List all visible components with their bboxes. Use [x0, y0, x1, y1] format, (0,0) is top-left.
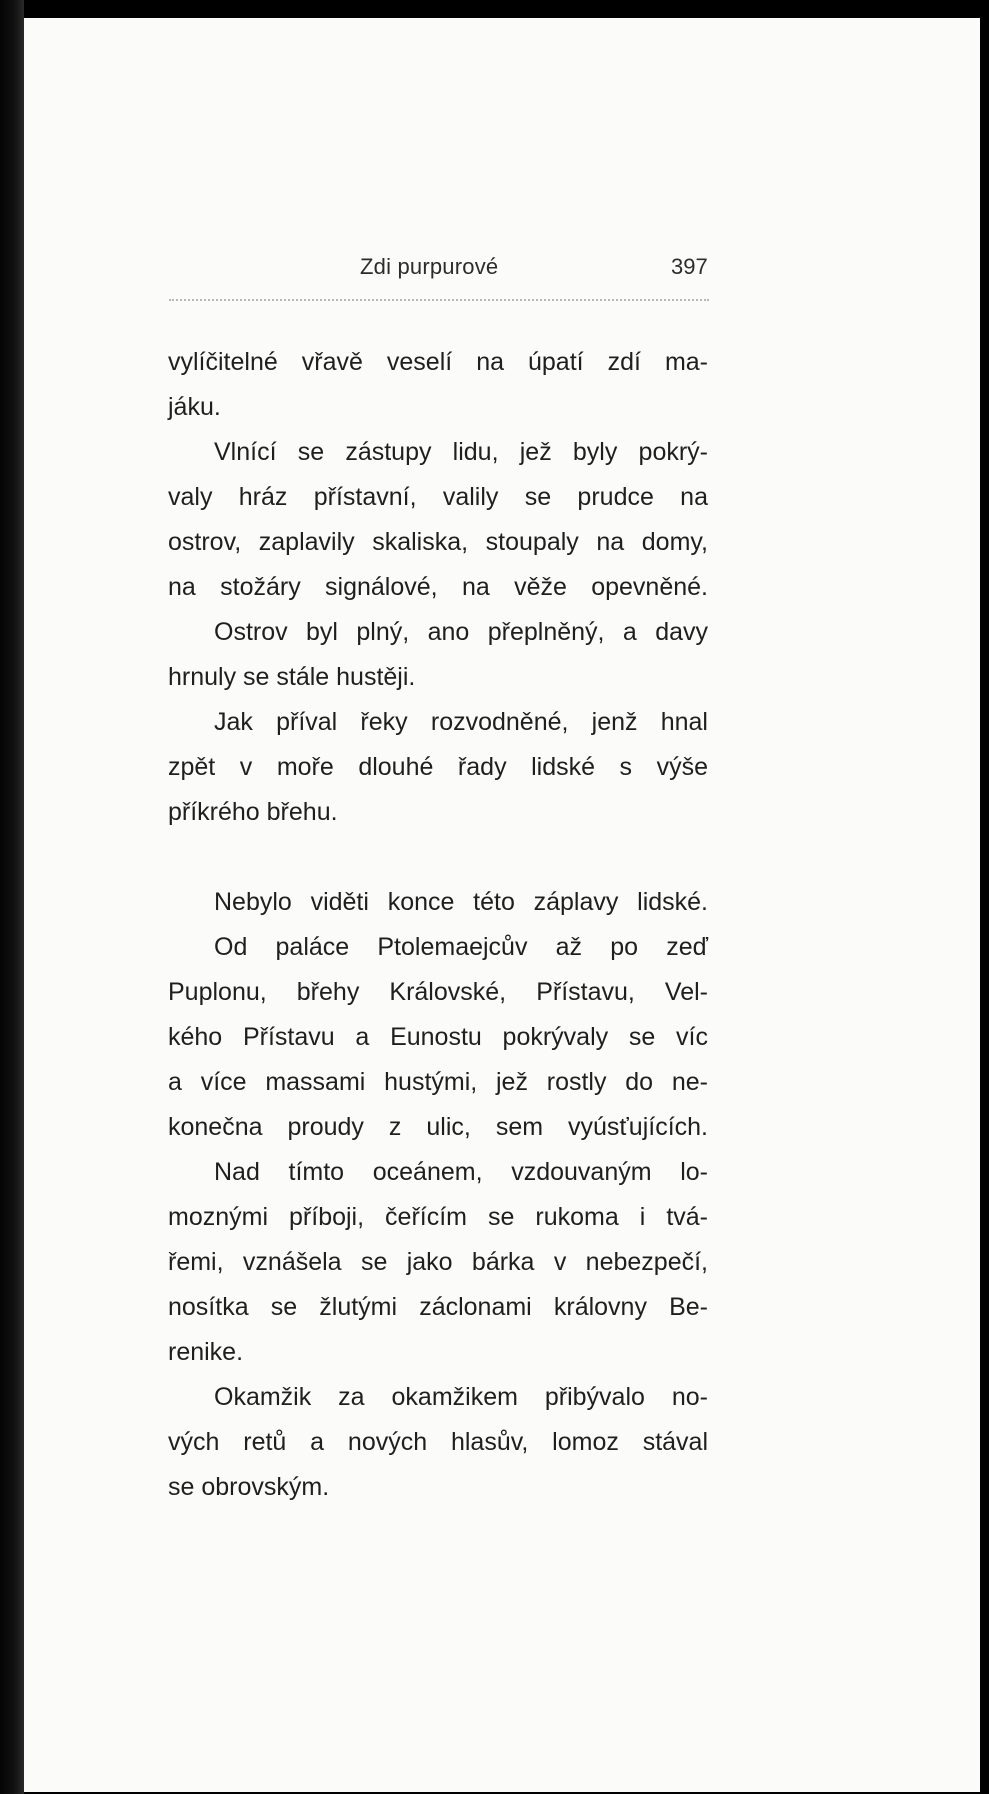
- text-line: konečna proudy z ulic, sem vyúsťujících.: [168, 1113, 708, 1141]
- paragraph-first-line: Nad tímto oceánem, vzdouvaným lo-: [214, 1158, 708, 1186]
- running-title: Zdi purpurové: [360, 254, 499, 279]
- paragraph-first-line: Nebylo viděti konce této záplavy lidské.: [214, 888, 708, 916]
- paragraph-first-line: Ostrov byl plný, ano přeplněný, a davy: [214, 618, 708, 646]
- text-line: kého Přístavu a Eunostu pokrývaly se víc: [168, 1023, 708, 1051]
- scan-border-top: [0, 0, 989, 18]
- running-head: [24, 254, 980, 290]
- text-line: příkrého břehu.: [168, 798, 338, 826]
- text-line: na stožáry signálové, na věže opevněné.: [168, 573, 708, 601]
- text-line: zpět v moře dlouhé řady lidské s výše: [168, 753, 708, 781]
- text-line: se obrovským.: [168, 1473, 330, 1501]
- text-line: řemi, vznášela se jako bárka v nebezpečí,: [168, 1248, 708, 1276]
- text-line: hrnuly se stále hustěji.: [168, 663, 416, 691]
- paragraph-first-line: Jak příval řeky rozvodněné, jenž hnal: [214, 708, 708, 736]
- scan-border-left: [0, 0, 24, 1794]
- text-line: vylíčitelné vřavě veselí na úpatí zdí ma-: [168, 348, 708, 376]
- text-line: moznými příboji, čeřícím se rukoma i tvá-: [168, 1203, 708, 1231]
- text-line: Puplonu, břehy Královské, Přístavu, Vel-: [168, 978, 708, 1006]
- header-dotted-rule: [169, 299, 709, 301]
- text-line: valy hráz přístavní, valily se prudce na: [168, 483, 708, 511]
- text-line: nosítka se žlutými záclonami královny Be-: [168, 1293, 708, 1321]
- text-line: vých retů a nových hlasův, lomoz stával: [168, 1428, 708, 1456]
- text-line: renike.: [168, 1338, 244, 1366]
- text-line: ostrov, zaplavily skaliska, stoupaly na domy,: [168, 528, 708, 556]
- text-line: a více massami hustými, jež rostly do ne-: [168, 1068, 708, 1096]
- paragraph-first-line: Vlnící se zástupy lidu, jež byly pokrý-: [214, 438, 708, 466]
- paragraph-first-line: Okamžik za okamžikem přibývalo no-: [214, 1383, 708, 1411]
- body-text: [168, 340, 708, 1510]
- page-number: 397: [671, 254, 708, 279]
- blank-line: [168, 835, 708, 880]
- text-line: jáku.: [168, 393, 221, 421]
- paragraph-first-line: Od paláce Ptolemaejcův až po zeď: [214, 933, 708, 961]
- book-page: [24, 18, 980, 1792]
